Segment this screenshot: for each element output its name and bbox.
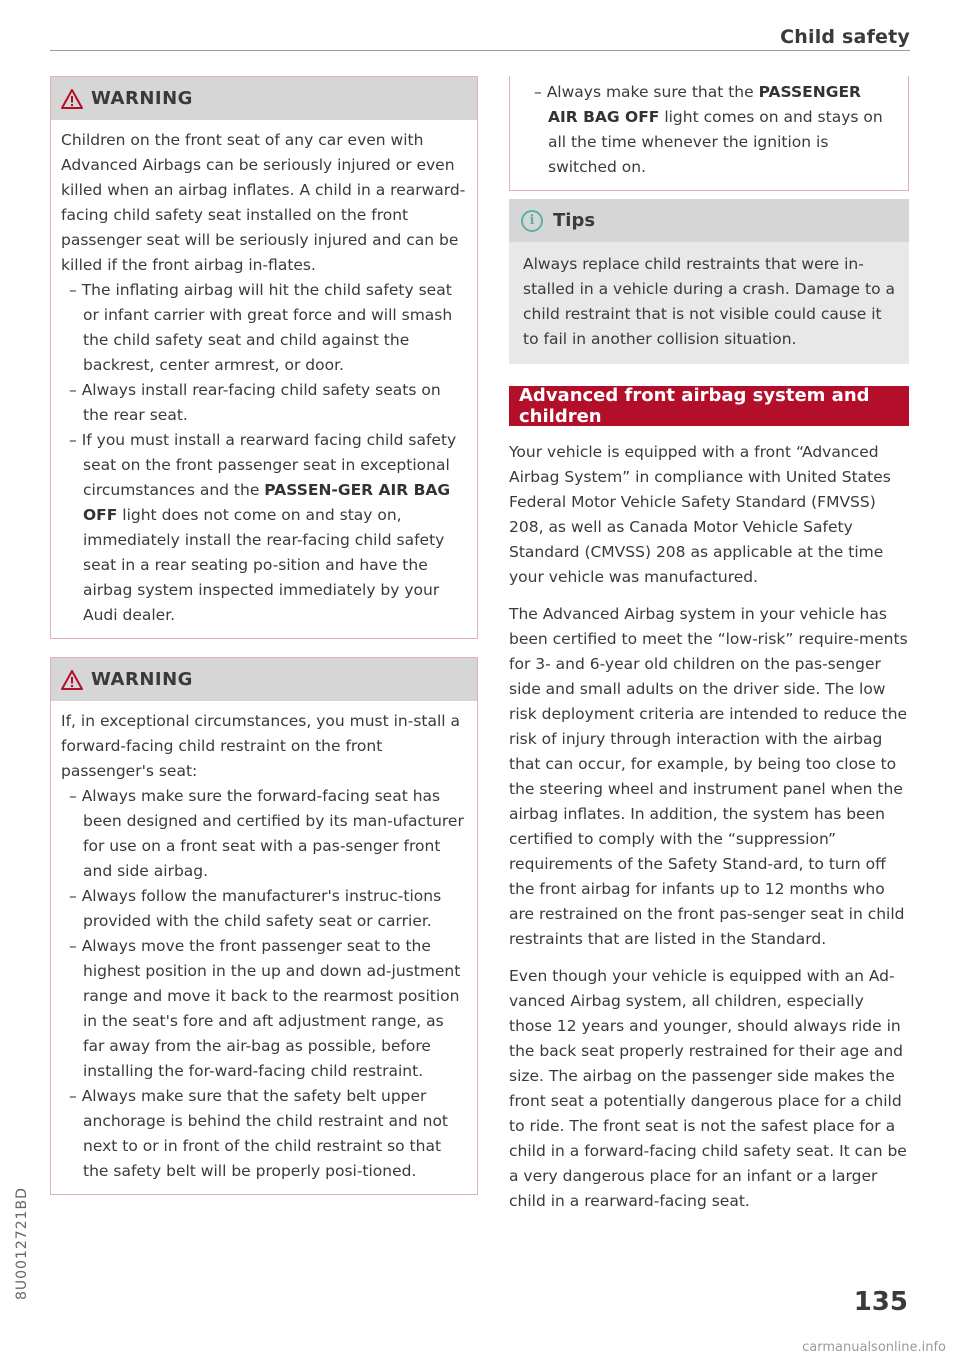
section-paragraph-2: The Advanced Airbag system in your vehicle has been certified to meet the “low-risk” require-ments for 3- and 6-year old children on the pas-senger side and small adults on the driver side. The low risk deployment criteria are intended to reduce the risk of injury through interaction with the airbag that can occur, for example, by being too close to the steering wheel and instrument panel when the airbag inflates. In addition, the system has been certified to comply with the “suppression” requirements of the Safety Stand-ard, to turn off the front airbag for infants up to 12 months who are restrained on the front pas-senger seat in child restraints that are listed in the Standard.	[509, 605, 908, 948]
header-rule	[50, 50, 910, 51]
header-title: Child safety	[780, 26, 910, 48]
document-code: 8U0012721BD	[14, 1187, 30, 1300]
passenger-airbag-off-label: PASSEN-GER AIR BAG OFF	[83, 481, 451, 524]
tips-text: Always replace child restraints that were in-stalled in a vehicle during a crash. Damage to a child restraint that is not visible could cause it to fail in another collision situation.	[523, 255, 895, 348]
list-item	[61, 428, 467, 628]
item-text: If you must install a rearward facing child safety seat on the front passenger seat in exceptional circumstances and the	[81, 431, 457, 499]
list-item: – Always make sure the forward-facing seat has been designed and certified by its man-ufacturer for use on a front seat with a pas-senger front and side airbag.	[61, 784, 467, 884]
warning-continued-body	[510, 76, 908, 190]
warning1-intro: Children on the front seat of any car even with Advanced Airbags can be seriously injured or even killed when an airbag inflates. A child in a rearward-facing child safety seat installed on the front passenger seat will be seriously injured and can be killed if the front airbag in-flates.	[61, 131, 466, 274]
warning-box-1	[50, 76, 478, 639]
tips-label: Tips	[553, 210, 596, 231]
list-item: – Always move the front passenger seat to the highest position in the up and down ad-justment range and move it back to the rearmost position in the seat's fore and aft adjustment range, as far away from the air-bag as possible, before installing the for-ward-facing child restraint.	[61, 934, 467, 1084]
warning1-list	[61, 278, 467, 628]
warning-triangle-icon	[61, 89, 83, 109]
warning2-intro: If, in exceptional circumstances, you must in-stall a forward-facing child restraint on the front passenger's seat:	[61, 712, 461, 780]
section-paragraph-1: Your vehicle is equipped with a front “Advanced Airbag System” in compliance with United States Federal Motor Vehicle Safety Standard (FMVSS) 208, as well as Canada Motor Vehicle Safety Standard (CMVSS) 208 as applicable at the time your vehicle was manufactured.	[509, 443, 891, 586]
warning-triangle-icon	[61, 670, 83, 690]
list-item: – Always follow the manufacturer's instruc-tions provided with the child safety seat or carrier.	[61, 884, 467, 934]
section-paragraph-3: Even though your vehicle is equipped with an Ad-vanced Airbag system, all children, especially those 12 years and younger, should always ride in the back seat properly restrained for their age and size. The airbag on the passenger side makes the front seat a potentially dangerous place for a child to ride. The front seat is not the safest place for a child in a forward-facing child safety seat. It can be a very dangerous place for an infant or a larger child in a rearward-facing seat.	[509, 967, 907, 1210]
tips-header	[509, 199, 909, 242]
left-column	[50, 76, 478, 1213]
list-item	[526, 80, 896, 180]
warning2-list	[61, 784, 467, 1184]
warning-label-1: WARNING	[91, 88, 193, 109]
warning-body-2	[51, 701, 477, 1194]
section-title: Advanced front airbag system and children	[509, 386, 909, 426]
warning-box-2	[50, 657, 478, 1195]
list-item: – The inflating airbag will hit the child safety seat or infant carrier with great force and will smash the child safety seat and child against the backrest, center armrest, or door.	[61, 278, 467, 378]
warning-header-1	[51, 77, 477, 120]
right-column	[509, 76, 909, 1226]
warning-continued-box	[509, 76, 909, 191]
tips-body	[509, 242, 909, 364]
item-text: light comes on and stays on all the time whenever the ignition is switched on.	[548, 108, 883, 176]
item-text: light does not come on and stay on, immediately install the rear-facing child safety seat in a rear seating po-sition and have the airbag system inspected immediately by your Audi dealer.	[83, 506, 445, 624]
page-number: 135	[853, 1287, 908, 1317]
item-text: Always make sure that the	[546, 83, 759, 101]
warning-header-2	[51, 658, 477, 701]
continued-list	[526, 80, 896, 180]
info-icon: i	[521, 210, 543, 232]
passenger-airbag-off-label: PASSENGER AIR BAG OFF	[548, 83, 861, 126]
list-item: – Always make sure that the safety belt upper anchorage is behind the child restraint and not next to or in front of the child restraint so that the safety belt will be properly posi-tioned.	[61, 1084, 467, 1184]
warning-body-1	[51, 120, 477, 638]
warning-label-2: WARNING	[91, 669, 193, 690]
tips-box	[509, 199, 909, 364]
watermark: carmanualsonline.info	[802, 1340, 946, 1355]
list-item: – Always install rear-facing child safety seats on the rear seat.	[61, 378, 467, 428]
